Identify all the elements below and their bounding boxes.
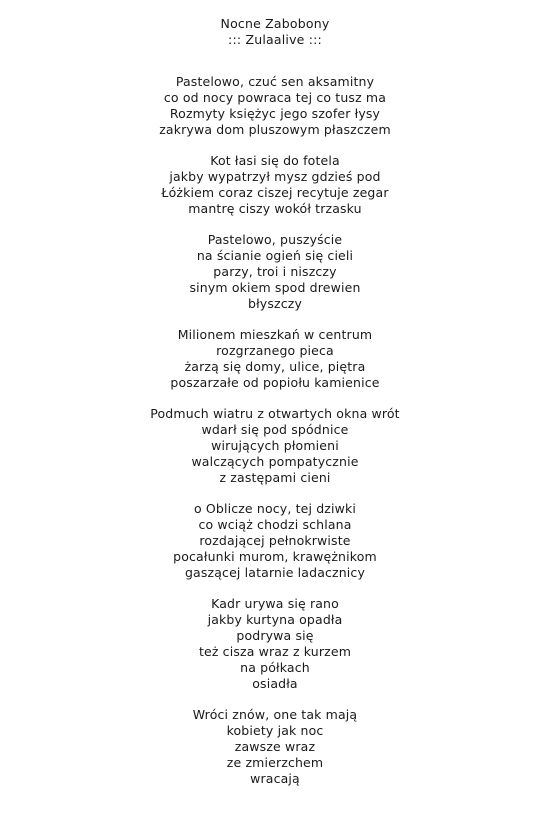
poem-line: też cisza wraz z kurzem: [198, 644, 352, 659]
poem-line: gaszącej latarnie ladacznicy: [184, 565, 366, 580]
poem-line: Milionem mieszkań w centrum: [177, 327, 373, 342]
poem-line: poszarzałe od popiołu kamienice: [170, 375, 380, 390]
poem-line: wirujących płomieni: [211, 438, 339, 453]
poem-line: z zastępami cieni: [219, 470, 331, 485]
poem-line: o Oblicze nocy, tej dziwki: [193, 501, 357, 516]
poem-line: Podmuch wiatru z otwartych okna wrót: [150, 406, 400, 421]
poem-line: wdarł się pod spódnice: [201, 422, 349, 437]
stanza-6: [0, 501, 550, 581]
poem-header: [0, 16, 550, 48]
poem-line: ze zmierzchem: [226, 755, 324, 770]
poem-line: zakrywa dom pluszowym płaszczem: [159, 122, 391, 137]
poem-line: Pastelowo, czuć sen aksamitny: [175, 74, 375, 89]
poem-line: rozdającej pełnokrwiste: [199, 533, 351, 548]
poem-line: jakby wypatrzył mysz gdzieś pod: [169, 169, 381, 184]
poem-line: co od nocy powraca tej co tusz ma: [163, 90, 387, 105]
stanza-2: [0, 153, 550, 217]
poem-line: Pastelowo, puszyście: [207, 232, 343, 247]
poem-line: Kot łasi się do fotela: [210, 153, 340, 168]
stanza-8: [0, 707, 550, 787]
poem-line: na ścianie ogień się cieli: [196, 248, 354, 263]
poem-line: jakby kurtyna opadła: [207, 612, 343, 627]
stanza-4: [0, 327, 550, 391]
poem-line: Wróci znów, one tak mają: [192, 707, 358, 722]
poem-line: zawsze wraz: [234, 739, 316, 754]
poem-line: Rozmyty księżyc jego szofer łysy: [169, 106, 381, 121]
poem-line: Łóżkiem coraz ciszej recytuje zegar: [161, 185, 389, 200]
stanza-7: [0, 596, 550, 692]
poem-line: na półkach: [240, 660, 310, 675]
poem-line: błyszczy: [248, 296, 302, 311]
poem-title: Nocne Zabobony: [220, 16, 330, 31]
poem-line: sinym okiem spod drewien: [189, 280, 361, 295]
stanza-5: [0, 406, 550, 486]
poem-line: podrywa się: [236, 628, 314, 643]
poem-line: rozgrzanego pieca: [216, 343, 334, 358]
poem-line: pocałunki murom, krawężnikom: [173, 549, 377, 564]
poem-line: żarzą się domy, ulice, piętra: [184, 359, 366, 374]
stanza-1: [0, 74, 550, 138]
poem-line: mantrę ciszy wokół trzasku: [188, 201, 362, 216]
poem-line: wracają: [250, 771, 300, 786]
poem-author: ::: Zulaalive :::: [228, 32, 322, 47]
poem-line: co wciąż chodzi schlana: [198, 517, 352, 532]
poem-line: Kadr urywa się rano: [211, 596, 339, 611]
stanza-3: [0, 232, 550, 312]
poem-line: kobiety jak noc: [226, 723, 324, 738]
poem-line: osiadła: [252, 676, 298, 691]
poem-line: parzy, troi i niszczy: [213, 264, 337, 279]
poem-line: walczących pompatycznie: [191, 454, 359, 469]
